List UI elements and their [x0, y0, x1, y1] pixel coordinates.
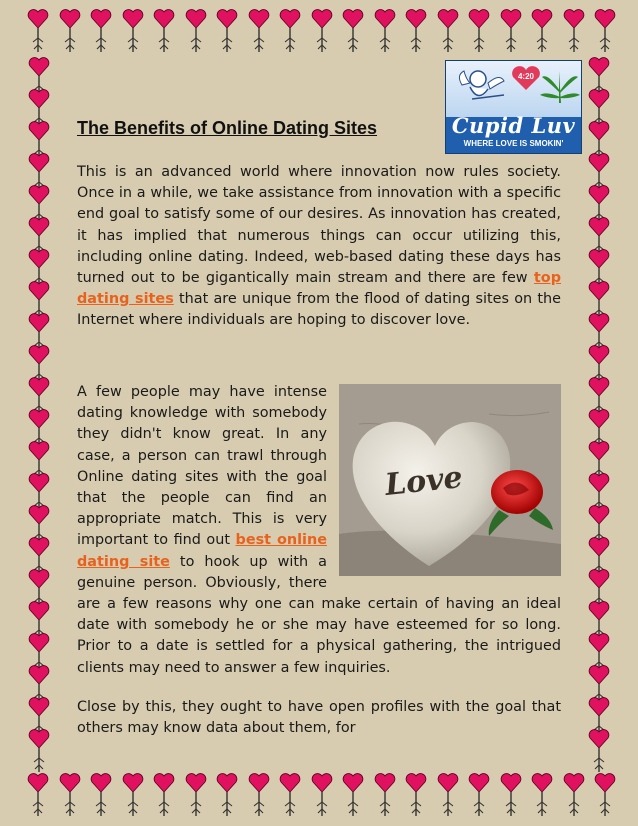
- best-online-dating-site-link[interactable]: best online dating site: [77, 532, 327, 570]
- heart-ornament-icon: [405, 8, 427, 54]
- heart-ornament-icon: [248, 8, 270, 54]
- top-dating-sites-link[interactable]: top dating sites: [77, 270, 561, 308]
- heart-ornament-icon: [59, 772, 81, 818]
- heart-ornament-icon: [437, 772, 459, 818]
- heart-border-left: [0, 0, 60, 826]
- heart-ornament-icon: [500, 8, 522, 54]
- paragraph-knowledge-text-2: to hook up with a genuine person. Obviously, there are a few reasons why one can make certain of having an ideal date with somebody he or she may have esteemed for so long. Prior to a date is settled for a physical gathering, the intrigued clients may need to answer a few inquiries.: [77, 553, 561, 676]
- heart-ornament-icon: [342, 772, 364, 818]
- love-script-text: Love: [383, 460, 465, 503]
- heart-ornament-icon: [216, 8, 238, 54]
- heart-ornament-icon: [59, 8, 81, 54]
- heart-border-bottom: [0, 766, 638, 826]
- heart-ornament-icon: [588, 728, 610, 774]
- heart-ornament-icon: [90, 772, 112, 818]
- heart-ornament-icon: [185, 772, 207, 818]
- heart-ornament-icon: [216, 772, 238, 818]
- logo-brand: Cupid Luv: [451, 113, 576, 138]
- article-title: The Benefits of Online Dating Sites: [77, 118, 378, 138]
- heart-ornament-icon: [185, 8, 207, 54]
- love-stone-photo: [339, 384, 561, 576]
- heart-ornament-icon: [500, 772, 522, 818]
- logo-tagline: WHERE LOVE IS SMOKIN': [463, 139, 564, 148]
- paragraph-profiles: Close by this, they ought to have open profiles with the goal that others may know data about them, for: [77, 699, 561, 737]
- heart-ornament-icon: [122, 772, 144, 818]
- heart-ornament-icon: [468, 772, 490, 818]
- heart-ornament-icon: [279, 772, 301, 818]
- logo-badge-text: 4:20: [517, 72, 534, 81]
- heart-ornament-icon: [28, 728, 50, 774]
- leaf-icon: [538, 63, 580, 113]
- paragraph-intro: [77, 162, 561, 332]
- heart-ornament-icon: [437, 8, 459, 54]
- heart-border-right: [578, 0, 638, 826]
- heart-ornament-icon: [374, 8, 396, 54]
- paragraph-knowledge-text-1: A few people may have intense dating knowledge with somebody they didn't know great. In any case, a person can trawl through Online dating sites with the goal that the people can find an appropriate match. This is very important to find out: [77, 384, 327, 549]
- heart-ornament-icon: [342, 8, 364, 54]
- heart-ornament-icon: [90, 8, 112, 54]
- heart-ornament-icon: [153, 8, 175, 54]
- paragraph-intro-text-1: This is an advanced world where innovation now rules society. Once in a while, we take assistance from innovation with a specific end goal to satisfy some of our desires. As innovation has created, it has implied that numerous things can occur utilizing this, including online dating. Indeed, web-based dating these days has turned out to be gigantically main stream and there are few: [77, 164, 561, 287]
- heart-ornament-icon: [248, 772, 270, 818]
- heart-ornament-icon: [311, 772, 333, 818]
- paragraph-knowledge-block: [77, 382, 561, 679]
- heart-border-top: [0, 0, 638, 60]
- heart-ornament-icon: [122, 8, 144, 54]
- heart-ornament-icon: [374, 772, 396, 818]
- heart-ornament-icon: [531, 8, 553, 54]
- heart-ornament-icon: [153, 772, 175, 818]
- paragraph-intro-text-2: that are unique from the flood of dating sites on the Internet where individuals are hoping to discover love.: [77, 291, 561, 329]
- heart-ornament-icon: [531, 772, 553, 818]
- cupid-icon: [452, 65, 512, 115]
- cupid-luv-logo: [445, 60, 582, 154]
- heart-ornament-icon: [311, 8, 333, 54]
- heart-ornament-icon: [405, 772, 427, 818]
- heart-ornament-icon: [468, 8, 490, 54]
- heart-ornament-icon: [279, 8, 301, 54]
